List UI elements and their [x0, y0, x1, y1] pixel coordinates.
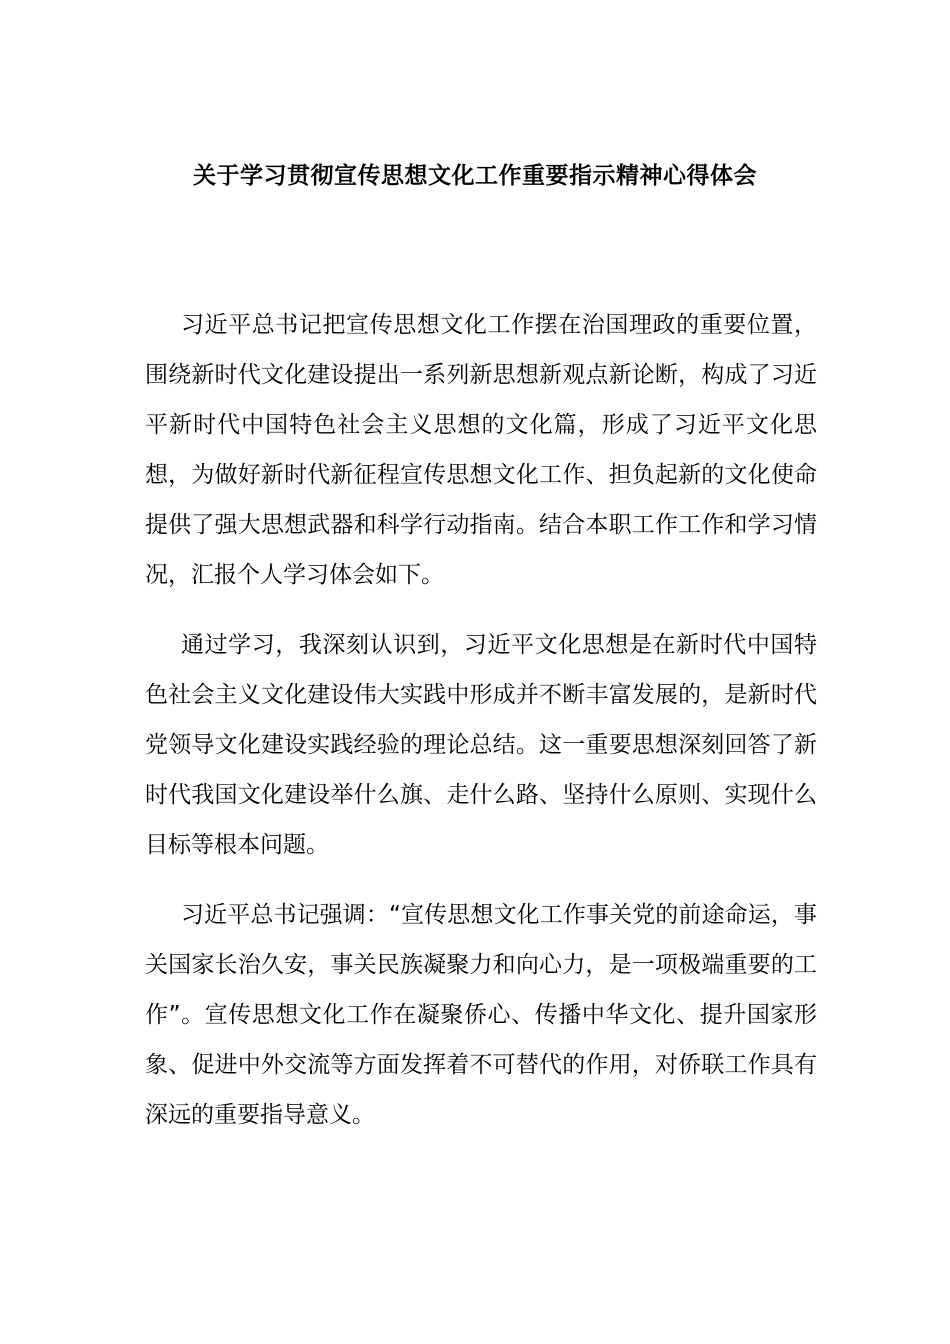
paragraph-1: 习近平总书记把宣传思想文化工作摆在治国理政的重要位置，围绕新时代文化建设提出一系列新思想新观点新论断，构成了习近平新时代中国特色社会主义思想的文化篇，形成了习近平文化思想，为做好新时代新征程宣传思想文化工作、担负起新的文化使命提供了强大思想武器和科学行动指南。结合本职工作工作和学习情况，汇报个人学习体会如下。 — [145, 312, 817, 588]
document-body — [145, 300, 817, 1160]
document-title: 关于学习贯彻宣传思想文化工作重要指示精神心得体会 — [193, 163, 757, 189]
paragraph-3: 习近平总书记强调：“宣传思想文化工作事关党的前途命运，事关国家长治久安，事关民族凝聚力和向心力，是一项极端重要的工作”。宣传思想文化工作在凝聚侨心、传播中华文化、提升国家形象、促进中外交流等方面发挥着不可替代的作用，对侨联工作具有深远的重要指导意义。 — [145, 902, 817, 1128]
paragraph-2: 通过学习，我深刻认识到，习近平文化思想是在新时代中国特色社会主义文化建设伟大实践中形成并不断丰富发展的，是新时代党领导文化建设实践经验的理论总结。这一重要思想深刻回答了新时代我国文化建设举什么旗、走什么路、坚持什么原则、实现什么目标等根本问题。 — [145, 632, 817, 858]
